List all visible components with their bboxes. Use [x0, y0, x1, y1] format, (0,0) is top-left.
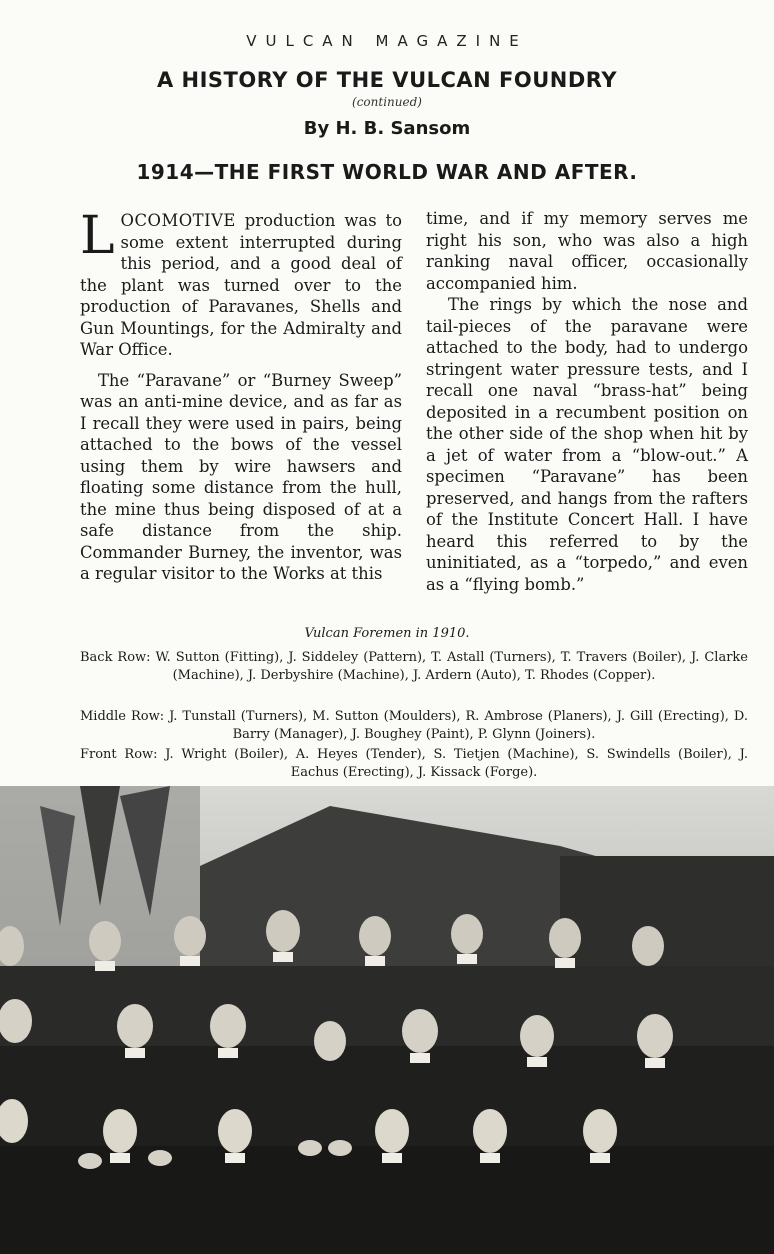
- drop-cap: L: [80, 206, 115, 266]
- caption-middle-row: Middle Row: J. Tunstall (Turners), M. Sutton (Moulders), R. Ambrose (Planers), J. Gill (Erecting), D. Barry (Manager), J. Boughey (Paint), P. Glynn (Joiners).: [80, 709, 748, 742]
- article-title: A HISTORY OF THE VULCAN FOUNDRY: [156, 68, 618, 92]
- section-heading: 1914—THE FIRST WORLD WAR AND AFTER.: [136, 160, 638, 184]
- continued-note: (continued): [352, 95, 422, 109]
- paragraph-text: production was to some extent interrupted during this period, and a good deal of the plant was turned over to the production of Paravanes, Shells and Gun Mountings, for the Admiralty and War Office.: [80, 211, 402, 359]
- paragraph: The “Paravane” or “Burney Sweep” was an anti-mine device, and as far as I recall they were used in pairs, being attached to the bows of the vessel using them by wire hawsers and floating some distance from the hull, the mine thus being disposed of at a safe distance from the ship. Commander Burney, the inventor, was a regular visitor to the Works at this: [80, 370, 402, 583]
- paragraph: time, and if my memory serves me right his son, who was also a high ranking naval officer, occasionally accompanied him.: [426, 209, 748, 293]
- lead-word: OCOMOTIVE: [120, 211, 236, 230]
- text-column-right: [426, 208, 748, 595]
- paragraph: [80, 206, 402, 361]
- magazine-masthead: VULCAN MAGAZINE: [246, 32, 528, 50]
- group-photo-icon: [0, 786, 774, 1254]
- group-photo: [0, 786, 774, 1254]
- photo-caption-title: Vulcan Foremen in 1910.: [304, 626, 470, 641]
- caption-back-row: Back Row: W. Sutton (Fitting), J. Siddeley (Pattern), T. Astall (Turners), T. Travers (Boiler), J. Clarke (Machine), J. Derbyshire (Machine), J. Ardern (Auto), T. Rhodes (Copper).: [80, 650, 748, 683]
- caption-front-row: Front Row: J. Wright (Boiler), A. Heyes (Tender), S. Tietjen (Machine), S. Swindells (Boiler), J. Eachus (Erecting), J. Kissack (Forge).: [80, 747, 748, 780]
- article-byline: By H. B. Sansom: [303, 118, 471, 139]
- text-column-left: [80, 206, 402, 585]
- paragraph: The rings by which the nose and tail-pieces of the paravane were attached to the body, had to undergo stringent water pressure tests, and I recall one naval “brass-hat” being deposited in a recumbent position on the other side of the shop when hit by a jet of water from a “blow-out.” A specimen “Paravane” has been preserved, and hangs from the rafters of the Institute Concert Hall. I have heard this referred to by the uninitiated, as a “torpedo,” and even as a “flying bomb.”: [426, 295, 748, 594]
